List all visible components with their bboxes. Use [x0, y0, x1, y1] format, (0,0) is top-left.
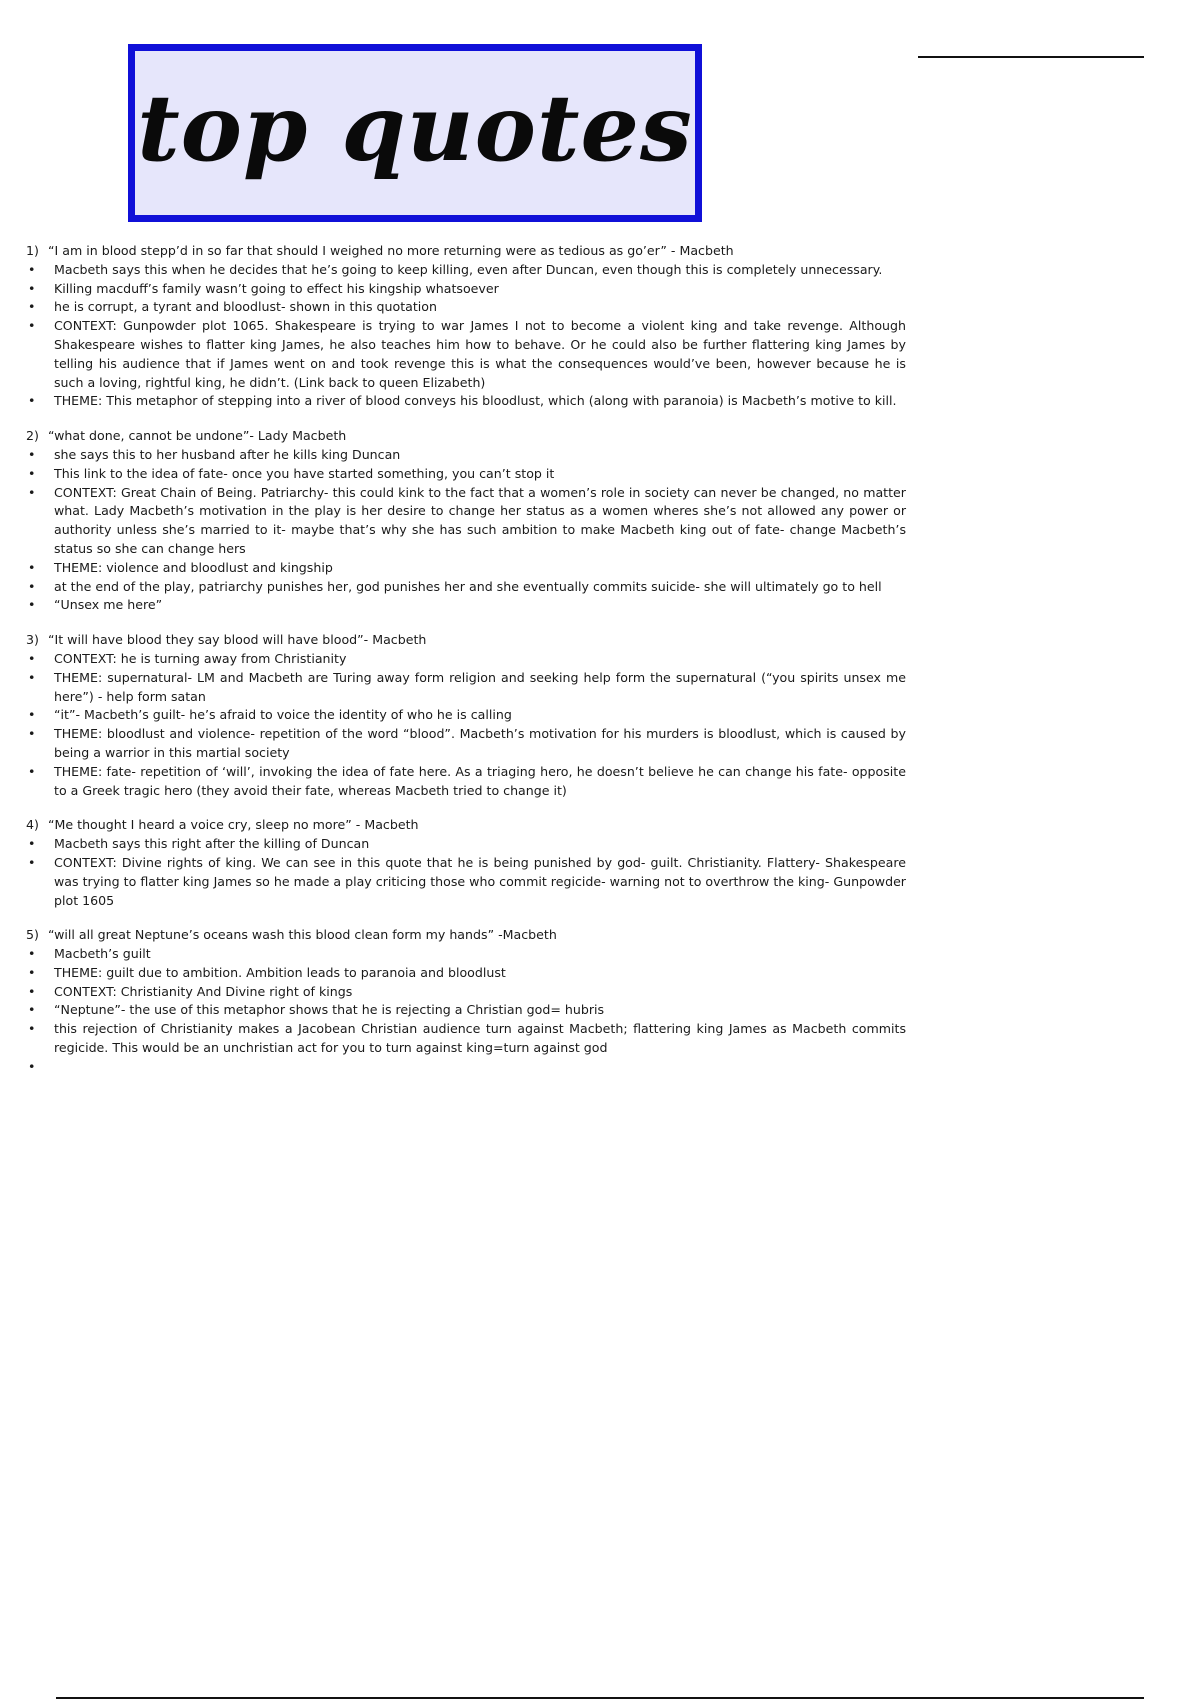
bullet-list — [26, 650, 906, 800]
quote-heading — [26, 631, 906, 650]
quote-section — [26, 816, 906, 910]
bullet-item: • this rejection of Christianity makes a Jacobean Christian audience turn against Macbeth; flattering king James as Macbeth commits regicide. This would be an unchristian act for you to turn against king=turn against god — [26, 1020, 906, 1058]
quote-section — [26, 427, 906, 615]
quote-number: 5) — [26, 927, 39, 943]
bullet-item: • “it”- Macbeth’s guilt- he’s afraid to voice the identity of who he is calling — [26, 706, 906, 725]
bullet-list — [26, 945, 906, 1077]
bullet-item: • THEME: guilt due to ambition. Ambition leads to paranoia and bloodlust — [26, 964, 906, 983]
notes-content — [26, 242, 906, 1093]
bullet-item: • THEME: fate- repetition of ‘will’, invoking the idea of fate here. As a triaging hero, he doesn’t believe he can change his fate- opposite to a Greek tragic hero (they avoid their fate, whereas Macbeth tried to change it) — [26, 763, 906, 801]
quote-number: 4) — [26, 817, 39, 833]
bullet-list — [26, 835, 906, 910]
bullet-item: • THEME: bloodlust and violence- repetition of the word “blood”. Macbeth’s motivation for his murders is bloodlust, which is caused by being a warrior in this martial society — [26, 725, 906, 763]
quote-heading — [26, 926, 906, 945]
bullet-item: • at the end of the play, patriarchy punishes her, god punishes her and she eventually commits suicide- she will ultimately go to hell — [26, 578, 906, 597]
quote-text: “I am in blood stepp’d in so far that should I weighed no more returning were as tedious as go’er” - Macbeth — [48, 243, 734, 258]
bullet-item: • he is corrupt, a tyrant and bloodlust- shown in this quotation — [26, 298, 906, 317]
bullet-item: • Macbeth’s guilt — [26, 945, 906, 964]
quote-number: 1) — [26, 243, 39, 258]
quote-text: “will all great Neptune’s oceans wash this blood clean form my hands” -Macbeth — [48, 927, 557, 943]
bullet-item: • CONTEXT: Great Chain of Being. Patriarchy- this could kink to the fact that a women’s role in society can never be changed, no matter what. Lady Macbeth’s motivation in the play is her desire to change her status as a women wheres she’s not allowed any power or authority unless she’s married to it- maybe that’s why she has such ambition to make Macbeth king out of fate- change Macbeth’s status so she can change hers — [26, 484, 906, 559]
quote-text: “Me thought I heard a voice cry, sleep no more” - Macbeth — [48, 817, 419, 833]
bullet-item: • Macbeth says this right after the killing of Duncan — [26, 835, 906, 854]
header-rule — [918, 56, 1144, 58]
bullet-item: • THEME: supernatural- LM and Macbeth are Turing away form religion and seeking help form the supernatural (“you spirits unsex me here”) - help form satan — [26, 669, 906, 707]
bullet-item: • CONTEXT: Gunpowder plot 1065. Shakespeare is trying to war James I not to become a violent king and take revenge. Although Shakespeare wishes to flatter king James, he also teaches him how to behave. Or he could also be further flattering king James by telling his audience that if James went on and took revenge this is what the consequences would’ve been, however because he is such a loving, rightful king, he didn’t. (Link back to queen Elizabeth) — [26, 317, 906, 392]
quote-heading — [26, 427, 906, 446]
quote-number: 2) — [26, 428, 39, 444]
page-title: top quotes — [137, 74, 693, 182]
bullet-list — [26, 446, 906, 615]
bullet-item: • THEME: This metaphor of stepping into a river of blood conveys his bloodlust, which (along with paranoia) is Macbeth’s motive to kill. — [26, 392, 906, 411]
bullet-item: • CONTEXT: Christianity And Divine right of kings — [26, 983, 906, 1002]
bullet-item: • CONTEXT: he is turning away from Christianity — [26, 650, 906, 669]
quote-number: 3) — [26, 632, 39, 648]
quote-text: “what done, cannot be undone”- Lady Macbeth — [48, 428, 347, 444]
bullet-item: • Macbeth says this when he decides that he’s going to keep killing, even after Duncan, even though this is completely unnecessary. — [26, 261, 906, 280]
quote-heading — [26, 242, 906, 261]
quote-section — [26, 242, 906, 411]
bullet-item: • Killing macduff’s family wasn’t going to effect his kingship whatsoever — [26, 280, 906, 299]
footer-rule — [56, 1697, 1144, 1699]
quote-section — [26, 926, 906, 1076]
quote-heading — [26, 816, 906, 835]
quote-text: “It will have blood they say blood will have blood”- Macbeth — [48, 632, 427, 648]
bullet-item: • This link to the idea of fate- once you have started something, you can’t stop it — [26, 465, 906, 484]
bullet-item: • THEME: violence and bloodlust and kingship — [26, 559, 906, 578]
bullet-item — [26, 1058, 906, 1077]
bullet-item: • she says this to her husband after he kills king Duncan — [26, 446, 906, 465]
quote-section — [26, 631, 906, 800]
bullet-item: • “Neptune”- the use of this metaphor shows that he is rejecting a Christian god= hubris — [26, 1001, 906, 1020]
bullet-item: • “Unsex me here” — [26, 596, 906, 615]
bullet-item: • CONTEXT: Divine rights of king. We can see in this quote that he is being punished by god- guilt. Christianity. Flattery- Shakespeare was trying to flatter king James so he made a play criticing those who commit regicide- warning not to overthrow the king- Gunpowder plot 1605 — [26, 854, 906, 910]
title-banner — [128, 44, 702, 222]
bullet-list — [26, 261, 906, 411]
